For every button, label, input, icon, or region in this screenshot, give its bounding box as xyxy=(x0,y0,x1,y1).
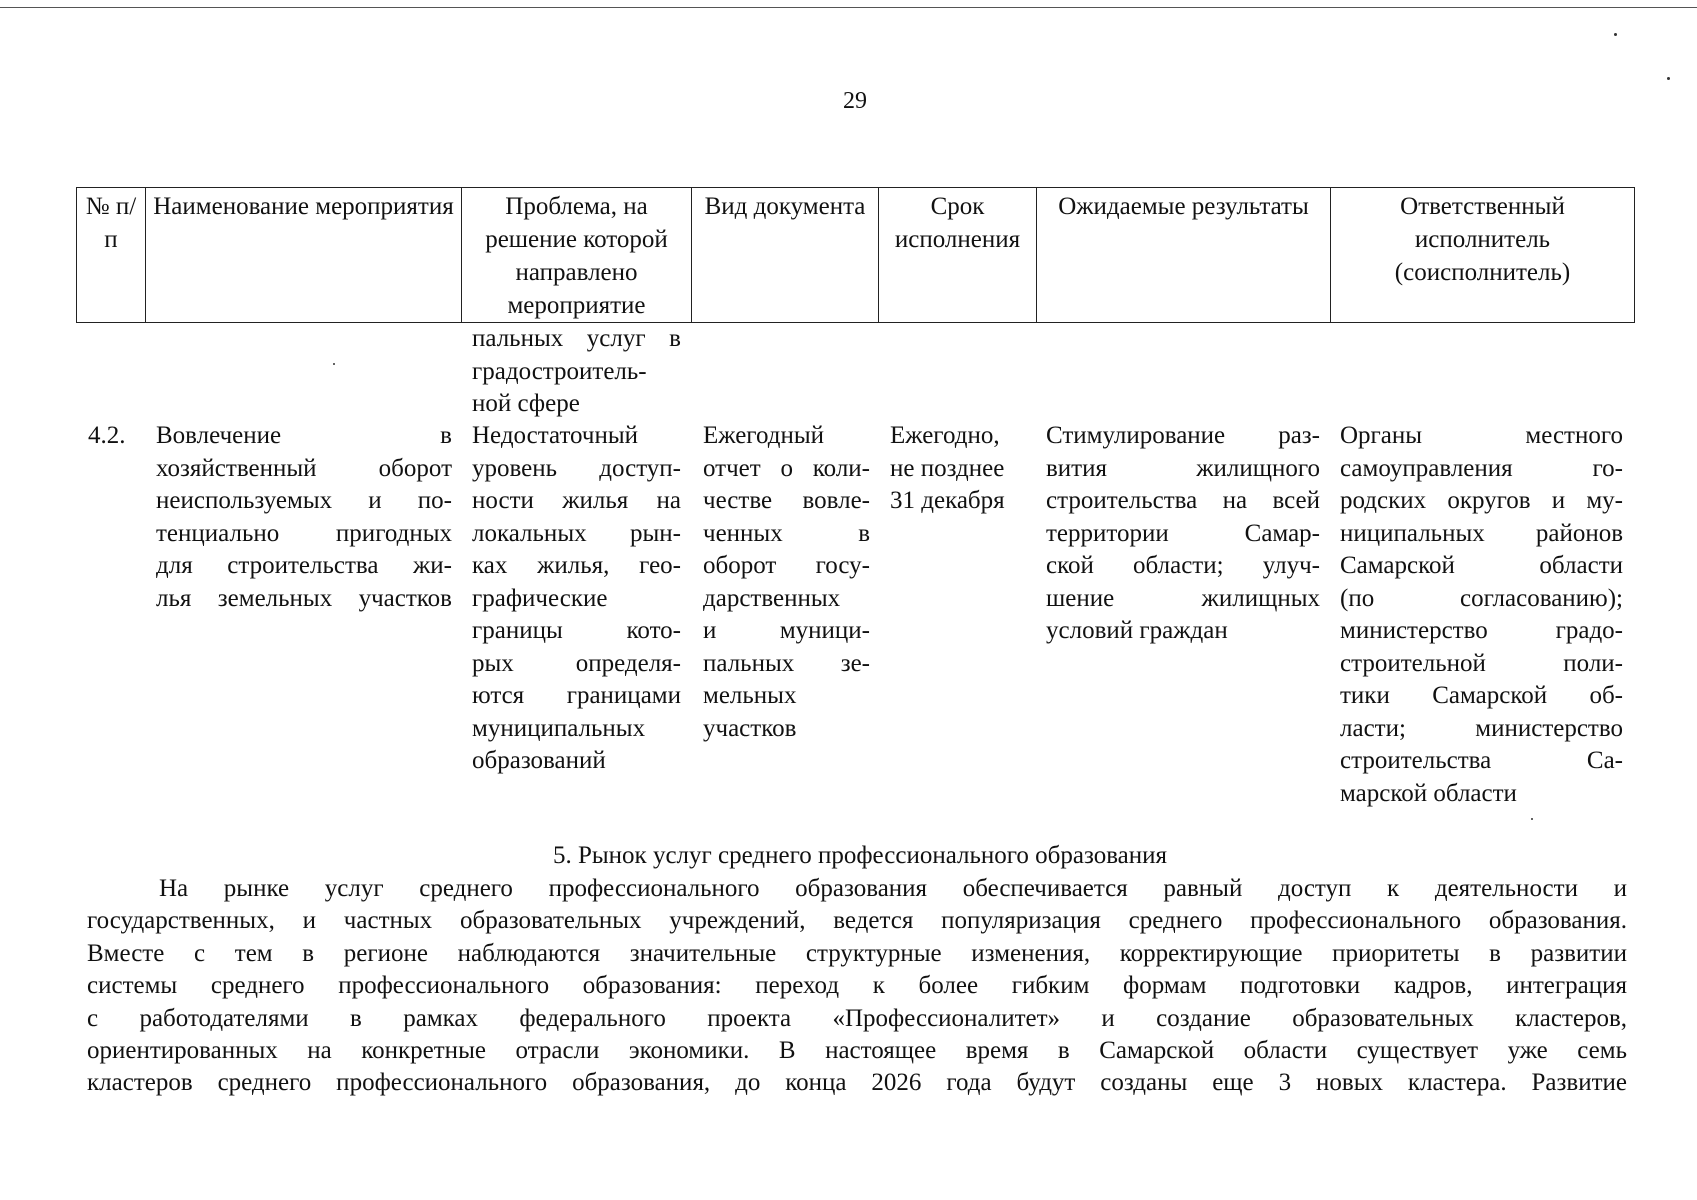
text-line: для строительства жи- xyxy=(156,552,452,579)
text-line: территории Самар- xyxy=(1046,519,1320,547)
scan-speck xyxy=(1531,818,1533,820)
text-line: ности жилья на xyxy=(472,487,681,514)
text-line: родских округов и му- xyxy=(1340,487,1623,514)
text-line: ской области; улуч- xyxy=(1046,552,1320,579)
header-row xyxy=(77,188,1635,323)
scan-speck xyxy=(1614,33,1617,36)
text-line: ются границами xyxy=(472,682,681,709)
text-line: условий граждан xyxy=(1046,617,1228,644)
text-line: Стимулирование раз- xyxy=(1046,422,1320,449)
text-line: 4.2. xyxy=(88,422,126,449)
paragraph-line: Вместе с тем в регионе наблюдаются значительные структурные изменения, корректирующие приоритеты в развитии xyxy=(87,939,1627,967)
text-line: уровень доступ- xyxy=(472,454,681,482)
paragraph-line: ориентированных на конкретные отрасли экономики. В настоящее время в Самарской области существует уже семь xyxy=(87,1037,1627,1065)
text-line: муниципальных xyxy=(472,714,646,742)
row-problem-cell xyxy=(472,420,681,778)
table-header xyxy=(76,187,1635,323)
paragraph-line: системы среднего профессионального образования: переход к более гибким формам подготовки кадров, интеграция xyxy=(87,972,1627,1000)
text-line: ной сфере xyxy=(472,390,580,417)
header-responsible: Ответственный исполнитель (соисполнитель) xyxy=(1331,188,1635,323)
section-title: 5. Рынок услуг среднего профессионального образования xyxy=(552,842,1168,869)
scan-speck xyxy=(333,363,335,365)
text-line: рых определя- xyxy=(472,649,681,677)
header-number: № п/п xyxy=(77,188,146,323)
text-line: границы кото- xyxy=(472,617,681,644)
text-line: ченных в xyxy=(703,519,870,547)
text-line: и муници- xyxy=(703,617,870,644)
paragraph-line: На рынке услуг среднего профессионального образования обеспечивается равный доступ к деятельности и xyxy=(159,875,1627,902)
text-line: дарственных xyxy=(703,584,841,612)
text-line: лья земельных участков xyxy=(156,584,452,612)
header-deadline: Срок исполнения xyxy=(879,188,1037,323)
text-line: самоуправления го- xyxy=(1340,454,1623,482)
row-name-cell xyxy=(156,420,452,615)
paragraph-line: с работодателями в рамках федерального проекта «Профессионалитет» и создание образовательных кластеров, xyxy=(87,1004,1627,1032)
paragraph-line: кластеров среднего профессионального образования, до конца 2026 года будут созданы еще 3 новых кластера. Развитие xyxy=(87,1069,1627,1097)
row-results-cell xyxy=(1046,420,1320,648)
text-line: (по согласованию); xyxy=(1340,584,1623,612)
section-paragraph xyxy=(87,873,1627,1100)
text-line: ках жилья, гео- xyxy=(472,552,681,579)
header-name: Наименование мероприятия xyxy=(146,188,462,323)
text-line: тики Самарской об- xyxy=(1340,682,1623,709)
row-deadline-cell xyxy=(890,420,1026,518)
text-line: графические xyxy=(472,584,608,612)
text-line: ниципальных районов xyxy=(1340,519,1623,547)
text-line: Вовлечение в xyxy=(156,422,452,449)
paragraph-line: государственных, и частных образовательных учреждений, ведется популяризация среднего профессионального образования. xyxy=(87,907,1627,935)
header-results: Ожидаемые результаты xyxy=(1037,188,1331,323)
text-line: ласти; министерство xyxy=(1340,714,1623,742)
text-line: Самарской области xyxy=(1340,552,1623,579)
text-line: честве вовле- xyxy=(703,487,870,514)
text-line: марской области xyxy=(1340,779,1517,807)
header-document: Вид документа xyxy=(692,188,879,323)
text-line: вития жилищного xyxy=(1046,454,1320,482)
scan-speck xyxy=(1667,77,1670,80)
text-line: Ежегодный xyxy=(703,422,824,449)
continuation-problem-cell xyxy=(472,323,681,421)
text-line: градостроитель- xyxy=(472,357,647,385)
top-edge-rule xyxy=(0,7,1697,8)
text-line: отчет о коли- xyxy=(703,454,870,482)
page-number: 29 xyxy=(843,88,867,114)
text-line: хозяйственный оборот xyxy=(156,454,452,482)
text-line: Органы местного xyxy=(1340,422,1623,449)
row-document-cell xyxy=(703,420,870,745)
text-line: мельных xyxy=(703,682,797,709)
text-line: строительства Са- xyxy=(1340,747,1623,774)
text-line: образований xyxy=(472,747,606,774)
text-line: Ежегодно, xyxy=(890,422,1000,449)
header-problem: Проблема, на решение которой направлено мероприятие xyxy=(462,188,692,323)
text-line: не позднее xyxy=(890,454,1005,482)
text-line: шение жилищных xyxy=(1046,584,1320,612)
text-line: участков xyxy=(703,714,797,742)
row-responsible-cell xyxy=(1340,420,1623,810)
text-line: неиспользуемых и по- xyxy=(156,487,452,514)
text-line: оборот госу- xyxy=(703,552,870,579)
text-line: министерство градо- xyxy=(1340,617,1623,644)
text-line: 31 декабря xyxy=(890,487,1005,514)
text-line: локальных рын- xyxy=(472,519,681,547)
text-line: строительства на всей xyxy=(1046,487,1320,514)
text-line: строительной поли- xyxy=(1340,649,1623,677)
text-line: Недостаточный xyxy=(472,422,639,449)
row-number xyxy=(88,420,148,453)
text-line: тенциально пригодных xyxy=(156,519,452,547)
text-line: пальных услуг в xyxy=(472,325,681,352)
text-line: пальных зе- xyxy=(703,649,870,677)
